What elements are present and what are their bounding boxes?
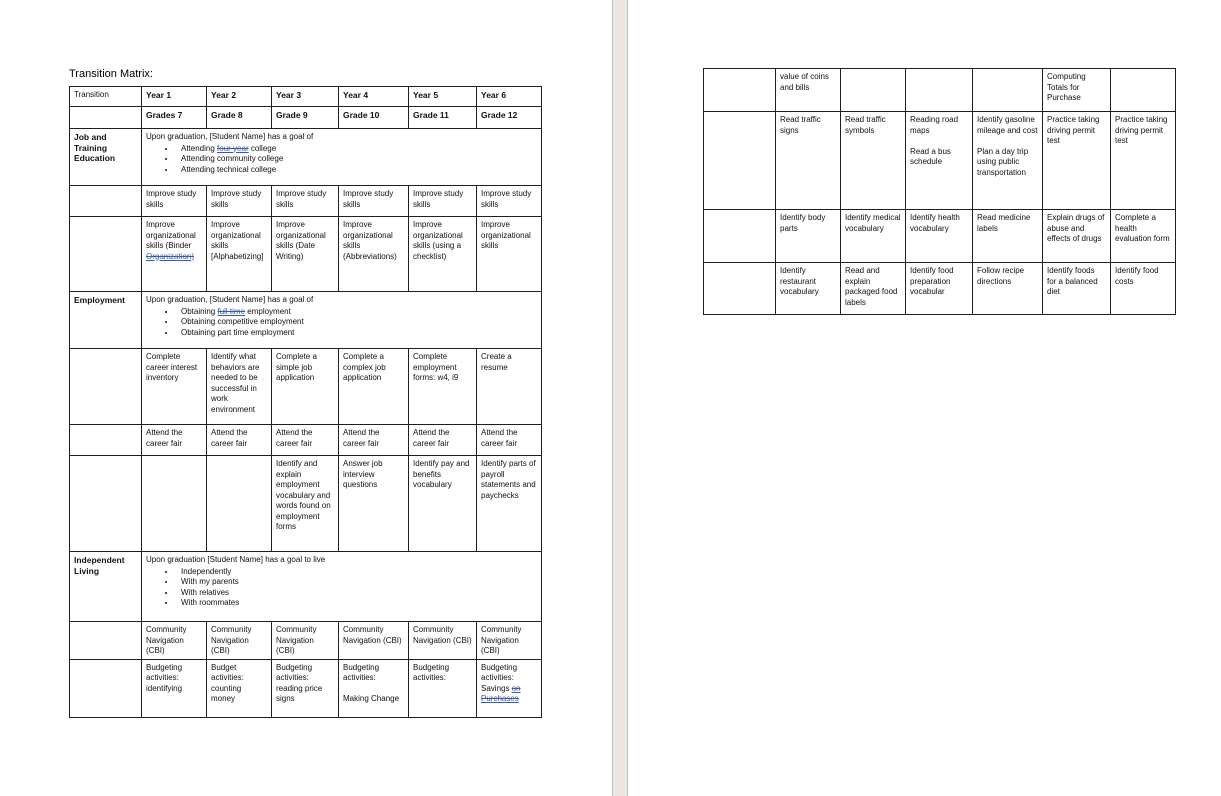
table-cell (142, 87, 207, 107)
table-cell (339, 659, 409, 717)
cell-text: Improve study skills (343, 189, 394, 209)
table-cell (272, 456, 339, 552)
cell-text: Budgeting activities: reading price signs (276, 662, 323, 703)
table-cell (477, 217, 542, 292)
goal-bullet (176, 598, 537, 609)
table-cell (704, 210, 776, 263)
cell-text: Year 4 (343, 90, 369, 100)
cell-text: Identify pay and benefits vocabulary (413, 459, 470, 489)
table-cell (272, 217, 339, 292)
table-cell (1043, 263, 1111, 315)
goal-bullet (176, 588, 537, 599)
cell-text: Grades 7 (146, 110, 183, 120)
row-label-cell (70, 552, 142, 622)
cell-text: Attending (181, 143, 218, 153)
table-cell (70, 349, 142, 425)
cell-text: Community Navigation (CBI) (481, 625, 522, 655)
transition-matrix-table-page1 (69, 86, 542, 718)
table-cell (704, 263, 776, 315)
table-cell (1111, 112, 1176, 210)
table-cell (339, 217, 409, 292)
cell-text: Job and Training Education (74, 132, 116, 163)
table-cell (272, 87, 339, 107)
cell-text: With relatives (181, 587, 230, 597)
table-cell (477, 87, 542, 107)
table-cell (70, 107, 142, 129)
table-cell (1043, 69, 1111, 112)
table-cell (142, 349, 207, 425)
table-cell (776, 210, 841, 263)
cell-text: Grade 8 (211, 110, 243, 120)
table-cell (841, 210, 906, 263)
goal-bullet-list (146, 567, 537, 609)
tracked-change-text: full time (217, 306, 246, 316)
table-cell (207, 107, 272, 129)
goal-bullet (176, 317, 537, 328)
cell-text: Employment (74, 295, 126, 305)
table-cell (339, 425, 409, 456)
table-cell (704, 112, 776, 210)
table-cell (409, 186, 477, 217)
table-cell (776, 69, 841, 112)
cell-text: With my parents (181, 577, 239, 586)
tracked-change-text: four year (217, 143, 249, 153)
cell-text: Transition (74, 90, 109, 99)
table-cell (339, 622, 409, 660)
table-cell (207, 349, 272, 425)
table-cell (973, 263, 1043, 315)
table-cell (477, 456, 542, 552)
cell-text: college (248, 143, 277, 153)
table-cell (477, 107, 542, 129)
table-cell (142, 659, 207, 717)
table-cell (973, 112, 1043, 210)
cell-text: Year 5 (413, 90, 439, 100)
table-cell (207, 622, 272, 660)
cell-text: Budget activities: counting money (211, 662, 244, 703)
cell-text: Improve study skills (413, 189, 464, 209)
table-cell (272, 349, 339, 425)
table-cell (477, 659, 542, 717)
cell-text: Identify food preparation vocabular (910, 266, 954, 296)
cell-text: Explain drugs of abuse and effects of drugs (1047, 213, 1105, 243)
tracked-change-text: on Purchases (481, 683, 521, 703)
page-gutter (612, 0, 628, 796)
cell-text: Complete a health evaluation form (1115, 213, 1170, 243)
goal-bullet-list (146, 307, 537, 339)
cell-text: employment (245, 306, 291, 316)
table-cell (1111, 210, 1176, 263)
goal-bullet (176, 328, 537, 339)
table-row (70, 87, 542, 107)
cell-text: Read a bus schedule (910, 146, 951, 166)
table-cell (906, 210, 973, 263)
table-cell (70, 217, 142, 292)
table-cell (207, 456, 272, 552)
cell-text: Attend the career fair (276, 428, 313, 448)
cell-text: Identify and explain employment vocabulary and words found on employment forms (276, 459, 331, 531)
table-cell (477, 186, 542, 217)
tracked-change-text: Organization) (146, 251, 195, 261)
cell-text: Identify restaurant vocabulary (780, 266, 819, 296)
table-cell (409, 217, 477, 292)
cell-text: Grade 11 (413, 110, 449, 120)
cell-text: With roommates (181, 598, 240, 607)
table-cell (477, 349, 542, 425)
goal-bullet (176, 577, 537, 588)
table-cell (142, 217, 207, 292)
table-cell (973, 210, 1043, 263)
cell-text: Independent Living (74, 555, 125, 576)
table-cell (142, 425, 207, 456)
table-row (70, 292, 542, 349)
cell-text: Attending technical college (181, 164, 277, 174)
cell-text: Grade 9 (276, 110, 308, 120)
table-row (70, 552, 542, 622)
cell-text: Improve study skills (481, 189, 532, 209)
table-row (70, 186, 542, 217)
cell-text: Computing Totals for Purchase (1047, 72, 1086, 102)
row-label-cell (70, 292, 142, 349)
cell-text: Attend the career fair (481, 428, 518, 448)
table-cell (841, 263, 906, 315)
cell-text: Follow recipe directions (977, 266, 1025, 286)
table-row (70, 456, 542, 552)
goal-bullet (176, 165, 537, 176)
table-cell (272, 186, 339, 217)
goal-bullet (176, 144, 537, 155)
table-cell (339, 107, 409, 129)
cell-text: Independently (181, 566, 232, 576)
cell-text: Grade 12 (481, 110, 518, 120)
table-cell (207, 659, 272, 717)
cell-text: Improve organizational skills [Alphabetizing] (211, 220, 264, 261)
cell-text: Year 1 (146, 90, 172, 100)
cell-text: Budgeting activities: (413, 662, 450, 682)
cell-text: Improve study skills (276, 189, 327, 209)
transition-matrix-table-page2 (703, 68, 1176, 315)
cell-text: Budgeting activities: identifying (146, 662, 183, 693)
cell-text: Answer job interview questions (343, 459, 383, 489)
table-cell (409, 622, 477, 660)
table-cell (272, 107, 339, 129)
cell-text: Practice taking driving permit test (1115, 115, 1168, 145)
cell-text: Upon graduation [Student Name] has a goal to live (146, 555, 326, 564)
table-row (704, 210, 1176, 263)
cell-text: Year 6 (481, 90, 507, 100)
cell-text: Reading road maps (910, 115, 959, 135)
table-row (704, 69, 1176, 112)
table-cell (906, 112, 973, 210)
table-cell (70, 456, 142, 552)
cell-text: Improve organizational skills (Date Writing) (276, 220, 326, 261)
cell-text: value of coins and bills (780, 72, 829, 92)
table-row (704, 112, 1176, 210)
table-row (70, 129, 542, 186)
cell-text: Upon graduation, [Student Name] has a goal of (146, 295, 314, 304)
table-cell (272, 659, 339, 717)
table-cell (70, 659, 142, 717)
goal-bullet (176, 567, 537, 578)
cell-text: Attend the career fair (211, 428, 248, 448)
table-cell (339, 349, 409, 425)
cell-text: Grade 10 (343, 110, 380, 120)
cell-text: Community Navigation (CBI) (146, 625, 187, 655)
row-label-cell (70, 129, 142, 186)
table-cell (272, 425, 339, 456)
cell-text: Complete a complex job application (343, 352, 386, 382)
table-cell (142, 186, 207, 217)
table-cell (70, 186, 142, 217)
cell-text: Attend the career fair (146, 428, 183, 448)
goal-cell (142, 129, 542, 186)
table-cell (339, 456, 409, 552)
cell-text: Obtaining (181, 306, 218, 316)
cell-text: Create a resume (481, 352, 512, 372)
cell-text: Complete career interest inventory (146, 352, 198, 382)
cell-text: Making Change (343, 694, 400, 703)
table-row (70, 217, 542, 292)
cell-text: Year 3 (276, 90, 302, 100)
cell-text: Read traffic symbols (845, 115, 886, 135)
table-cell (409, 659, 477, 717)
table-cell (704, 69, 776, 112)
cell-text: Community Navigation (CBI) (276, 625, 317, 655)
table-cell (409, 107, 477, 129)
cell-text: Upon graduation, [Student Name] has a goal of (146, 132, 314, 141)
document-title: Transition Matrix: (69, 68, 153, 80)
table-cell (70, 425, 142, 456)
table-cell (207, 87, 272, 107)
cell-text: Identify what behaviors are needed to be successful in work environment (211, 352, 260, 414)
goal-bullet-list (146, 144, 537, 176)
cell-text: Community Navigation (CBI) (211, 625, 252, 655)
goal-cell (142, 292, 542, 349)
cell-text: Read medicine labels (977, 213, 1031, 233)
table-row (70, 659, 542, 717)
cell-text: Plan a day trip using public transportation (977, 146, 1029, 177)
table-cell (1043, 210, 1111, 263)
cell-text: Attend the career fair (413, 428, 450, 448)
table-row (70, 425, 542, 456)
cell-text: Identify gasoline mileage and cost (977, 115, 1038, 135)
table-cell (973, 69, 1043, 112)
table-cell (409, 87, 477, 107)
cell-text: Community Navigation (CBI) (413, 625, 472, 645)
table-cell (409, 425, 477, 456)
cell-text: Improve study skills (211, 189, 262, 209)
cell-text: Budgeting activities: Savings (481, 662, 518, 693)
cell-text: Improve study skills (146, 189, 197, 209)
table-cell (207, 425, 272, 456)
goal-bullet (176, 307, 537, 318)
table-cell (70, 87, 142, 107)
table-cell (409, 456, 477, 552)
cell-text: Read and explain packaged food labels (845, 266, 898, 307)
cell-text: Community Navigation (CBI) (343, 625, 402, 645)
table-cell (906, 69, 973, 112)
table-cell (776, 112, 841, 210)
table-cell (477, 622, 542, 660)
cell-text: Read traffic signs (780, 115, 821, 135)
cell-text: Identify parts of payroll statements and paychecks (481, 459, 536, 500)
table-cell (142, 107, 207, 129)
table-cell (409, 349, 477, 425)
cell-text: Obtaining part time employment (181, 327, 295, 337)
cell-text: Budgeting activities: (343, 662, 380, 682)
cell-text: Complete employment forms: w4, i9 (413, 352, 459, 382)
table-cell (207, 186, 272, 217)
cell-text: Identify food costs (1115, 266, 1159, 286)
table-row (70, 107, 542, 129)
cell-text: Identify medical vocabulary (845, 213, 901, 233)
cell-text: Improve organizational skills (Binder (146, 220, 196, 250)
cell-text: Identify foods for a balanced diet (1047, 266, 1098, 296)
table-cell (272, 622, 339, 660)
cell-text: Improve organizational skills (481, 220, 531, 250)
table-cell (776, 263, 841, 315)
document-page-2 (628, 0, 1221, 796)
cell-text: Improve organizational skills (using a checklist) (413, 220, 463, 261)
goal-bullet (176, 154, 537, 165)
cell-text: Identify body parts (780, 213, 826, 233)
cell-text: Practice taking driving permit test (1047, 115, 1100, 145)
cell-text: Identify health vocabulary (910, 213, 960, 233)
table-cell (841, 112, 906, 210)
table-cell (207, 217, 272, 292)
cell-text: Year 2 (211, 90, 237, 100)
table-cell (142, 456, 207, 552)
table-row (70, 349, 542, 425)
table-cell (1111, 263, 1176, 315)
table-cell (339, 87, 409, 107)
table-cell (70, 622, 142, 660)
table-cell (1043, 112, 1111, 210)
table-row (704, 263, 1176, 315)
table-cell (477, 425, 542, 456)
cell-text: Improve organizational skills (Abbreviations) (343, 220, 397, 261)
goal-cell (142, 552, 542, 622)
cell-text: Attending community college (181, 154, 284, 163)
cell-text: Obtaining competitive employment (181, 317, 304, 326)
table-row (70, 622, 542, 660)
table-cell (339, 186, 409, 217)
table-cell (1111, 69, 1176, 112)
table-cell (906, 263, 973, 315)
cell-text: Attend the career fair (343, 428, 380, 448)
table-cell (841, 69, 906, 112)
cell-text: Complete a simple job application (276, 352, 317, 382)
table-cell (142, 622, 207, 660)
